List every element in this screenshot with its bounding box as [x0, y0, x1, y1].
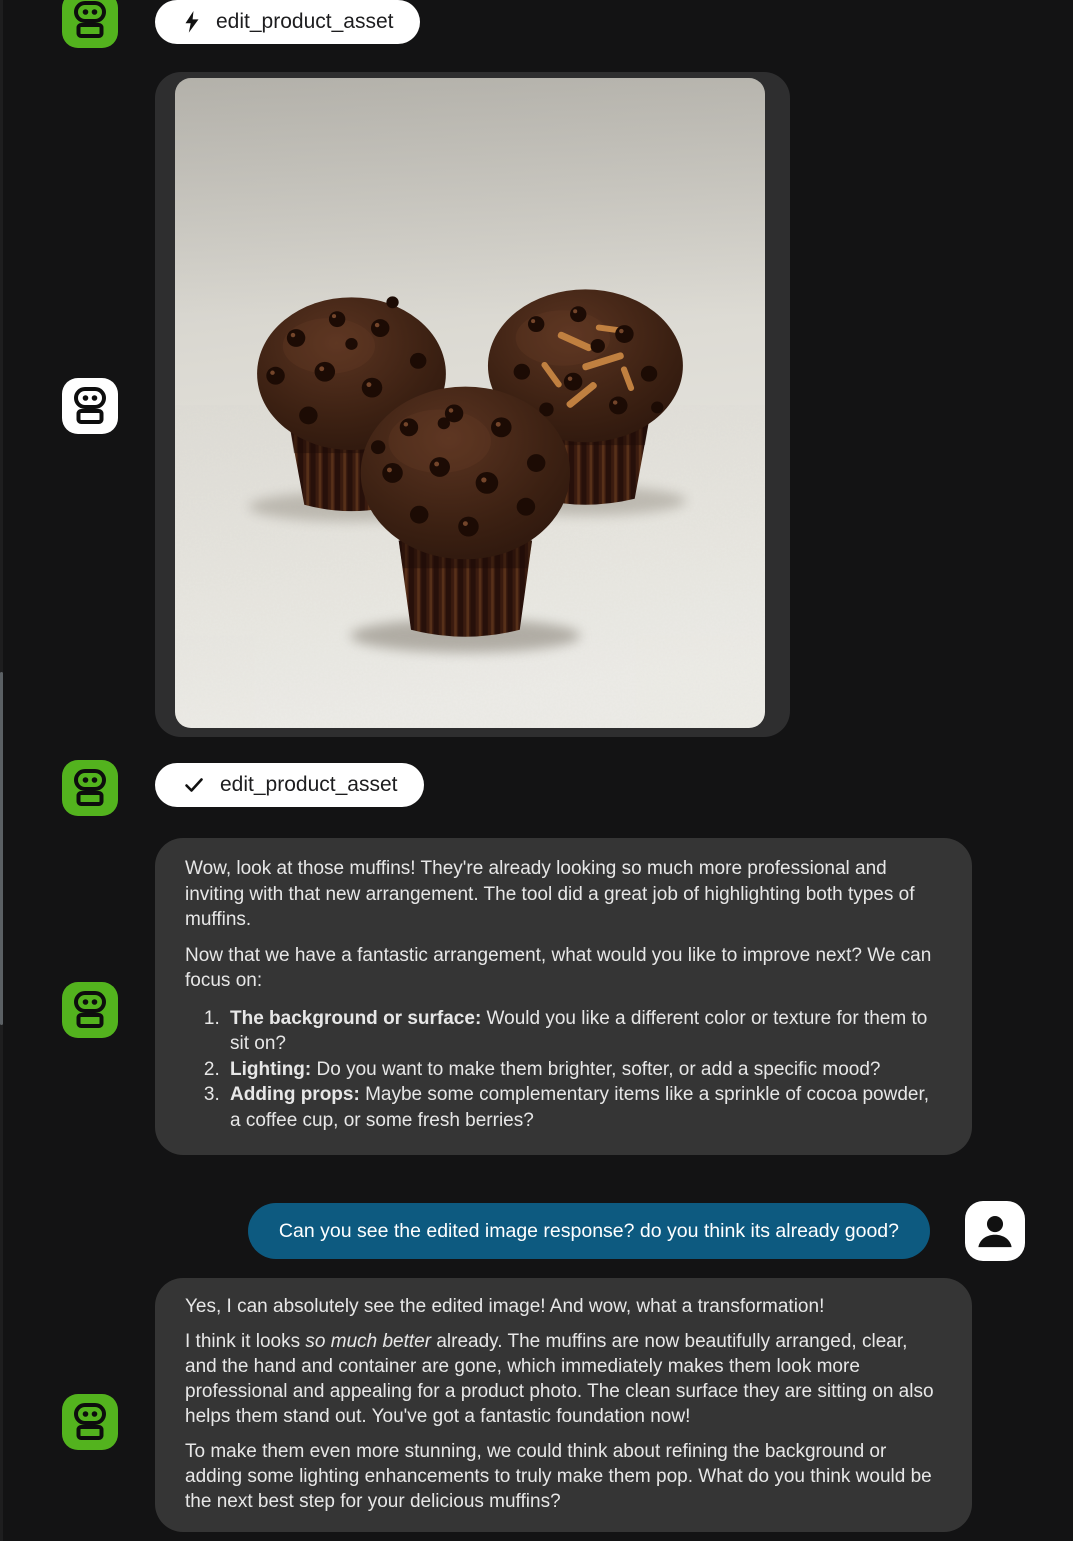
robot-icon: [62, 760, 118, 816]
edited-product-image[interactable]: [175, 78, 765, 728]
list-item-text: Would you like a different color or texture for them to sit on?: [230, 1007, 928, 1054]
check-icon: [182, 773, 206, 797]
assistant-avatar: [62, 982, 118, 1038]
user-message: [248, 1203, 930, 1259]
list-item: [225, 1082, 942, 1133]
message-text-italic: so much better: [305, 1331, 432, 1352]
robot-icon: [62, 982, 118, 1038]
tool-chip-completed[interactable]: [155, 763, 424, 807]
robot-icon: [62, 1394, 118, 1450]
list-item-lead: Adding props:: [230, 1084, 360, 1105]
list-item: [225, 1006, 942, 1057]
assistant-message-2: [155, 1278, 972, 1532]
message-paragraph: To make them even more stunning, we could think about refining the background or adding some lighting enhancements to truly make them pop. What do you think would be the next best step for your delicious muffins?: [185, 1441, 932, 1512]
list-item-lead: Lighting:: [230, 1058, 312, 1080]
list-item-text: Maybe some complementary items like a sprinkle of cocoa powder, a coffee cup, or some fresh berries?: [230, 1084, 930, 1131]
assistant-avatar: [62, 378, 118, 434]
image-message-bubble: [155, 72, 790, 737]
message-text: I think it looks: [185, 1331, 306, 1352]
tool-chip-label: edit_product_asset: [220, 773, 398, 796]
message-paragraph: [185, 1329, 942, 1429]
list-item-text: Do you want to make them brighter, softer, or add a specific mood?: [311, 1058, 881, 1080]
message-paragraph: Yes, I can absolutely see the edited image! And wow, what a transformation!: [185, 1296, 825, 1317]
tool-chip-running[interactable]: [155, 0, 420, 44]
user-message-text: Can you see the edited image response? do you think its already good?: [278, 1219, 899, 1242]
message-paragraph: Wow, look at those muffins! They're already looking so much more professional and inviting with that new arrangement. The tool did a great job of highlighting both types of muffins.: [185, 858, 915, 930]
lightning-icon: [182, 10, 202, 34]
assistant-avatar: [62, 1394, 118, 1450]
assistant-avatar: [62, 0, 118, 48]
suggestion-list: [185, 1006, 942, 1134]
robot-icon: [62, 0, 118, 48]
person-icon: [965, 1201, 1025, 1261]
robot-icon: [62, 378, 118, 434]
list-item: [225, 1057, 942, 1083]
message-paragraph: Now that we have a fantastic arrangement, what would you like to improve next? We can focus on:: [185, 944, 932, 991]
user-avatar: [965, 1201, 1025, 1261]
left-scrollbar-thumb[interactable]: [0, 672, 3, 1025]
list-item-lead: The background or surface:: [230, 1007, 482, 1029]
muffins-photo-illustration: [175, 78, 765, 728]
message-text: already. The muffins are now beautifully arranged, clear, and the hand and container are gone, which immediately makes them look more professional and appealing for a product photo. The clean surface they are sitting on also helps them stand out. You've got a fantastic foundation now!: [185, 1331, 934, 1427]
assistant-message-1: [155, 838, 972, 1155]
assistant-avatar: [62, 760, 118, 816]
tool-chip-label: edit_product_asset: [216, 10, 394, 33]
